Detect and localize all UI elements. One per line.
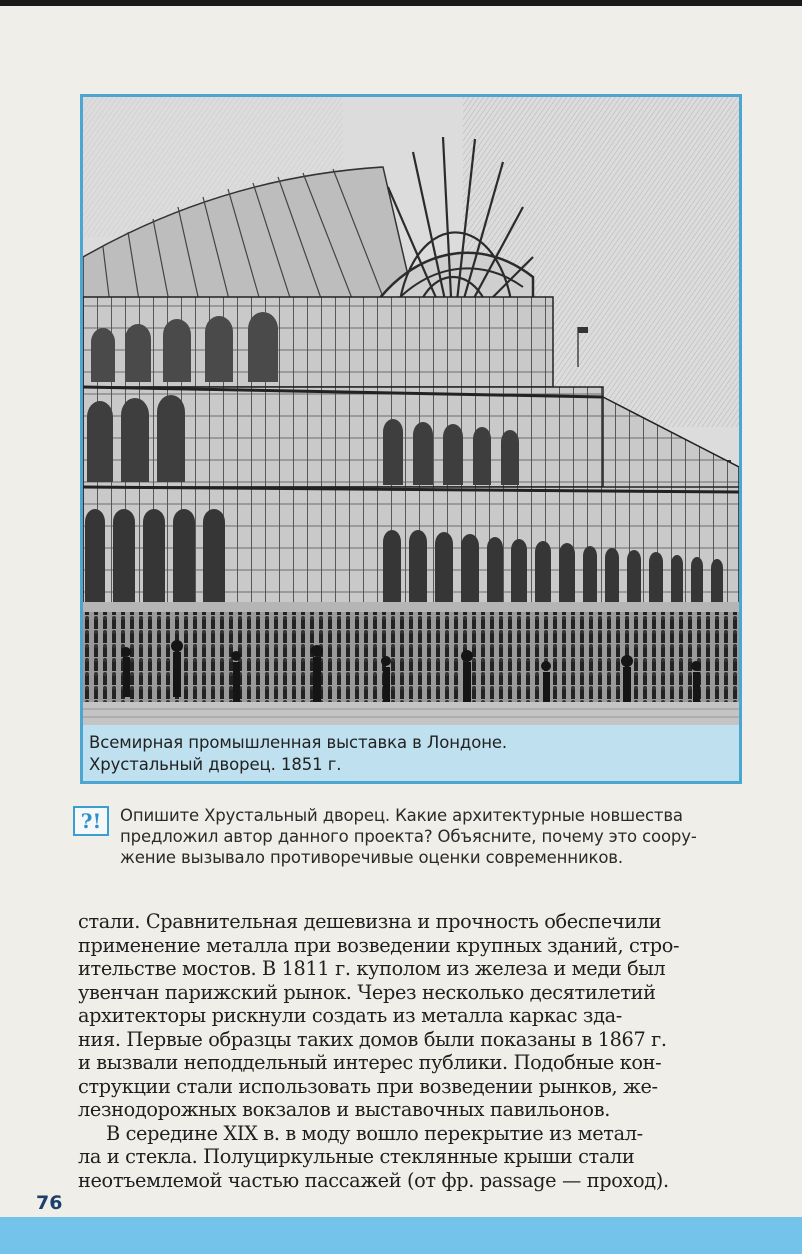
caption-line: Хрустальный дворец. 1851 г. [89, 755, 342, 774]
body-line: архитекторы рискнули создать из металла каркас зда- [78, 1004, 622, 1027]
illustration-figure [80, 94, 742, 784]
figure-caption [83, 725, 739, 781]
scan-top-edge [0, 0, 802, 6]
body-line: увенчан парижский рынок. Через несколько десятилетий [78, 980, 656, 1004]
body-line: струкции стали использовать при возведении рынков, же- [78, 1074, 658, 1098]
body-line: лезнодорожных вокзалов и выставочных павильонов. [78, 1098, 610, 1121]
body-line: неотъемлемой частью пассажей (от фр. passage — проход). [78, 1168, 669, 1192]
body-line: стали. Сравнительная дешевизна и прочность обеспечили [78, 910, 662, 933]
crystal-palace-engraving [83, 97, 739, 725]
body-line: и вызвали неподдельный интерес публики. Подобные кон- [78, 1051, 662, 1074]
question-line: жение вызывало противоречивые оценки современников. [120, 848, 623, 867]
body-line: применение металла при возведении крупных зданий, стро- [78, 933, 680, 957]
body-line: ительстве мостов. В 1811 г. куполом из железа и меди был [78, 957, 666, 980]
body-line: ния. Первые образцы таких домов были показаны в 1867 г. [78, 1027, 667, 1051]
page-number: 76 [36, 1192, 63, 1214]
page-footer-band [0, 1217, 802, 1254]
body-line: В середине XIX в. в моду вошло перекрытие из метал- [106, 1121, 643, 1145]
question-exclamation-icon: ?! [73, 806, 109, 836]
question-line: предложил автор данного проекта? Объясните, почему это соору- [120, 827, 697, 846]
caption-line: Всемирная промышленная выставка в Лондоне. [89, 733, 508, 752]
question-line: Опишите Хрустальный дворец. Какие архитектурные новшества [120, 806, 683, 825]
body-line: ла и стекла. Полуциркульные стеклянные крыши стали [78, 1145, 635, 1168]
